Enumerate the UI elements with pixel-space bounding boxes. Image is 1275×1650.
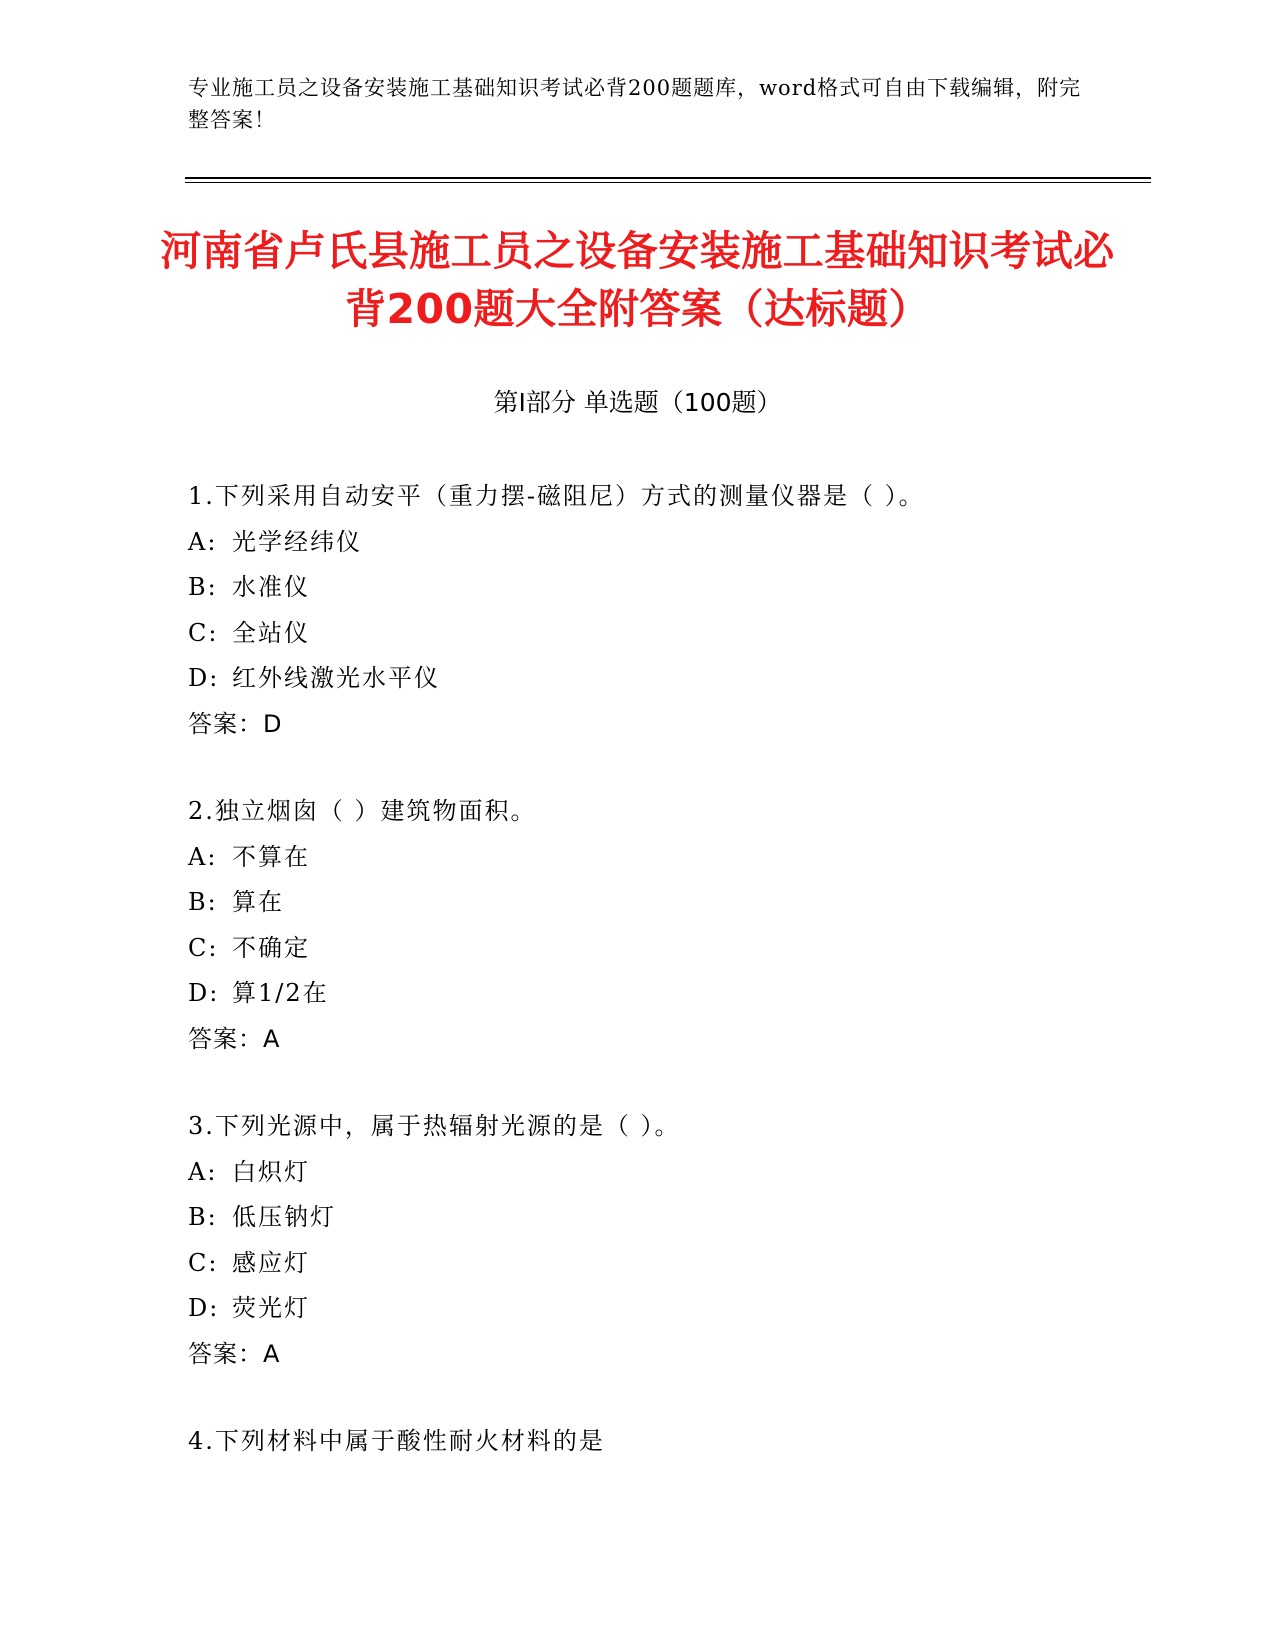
question-2 <box>188 789 1108 1062</box>
option-letter: C: <box>188 618 219 647</box>
question-stem: 2.独立烟囱（ ）建筑物面积。 <box>188 797 537 825</box>
option-text: 低压钠灯 <box>232 1203 336 1231</box>
question-1 <box>188 474 1108 747</box>
question-3 <box>188 1104 1108 1377</box>
option-a <box>188 835 1108 881</box>
option-text: 白炽灯 <box>232 1157 310 1186</box>
option-text: 光学经纬仪 <box>232 527 362 556</box>
option-d <box>188 971 1108 1017</box>
option-d <box>188 656 1108 702</box>
option-c <box>188 1241 1108 1287</box>
option-letter: C: <box>188 933 219 962</box>
header-divider-thick <box>185 177 1151 179</box>
option-letter: D: <box>188 1294 220 1322</box>
option-d <box>188 1286 1108 1332</box>
option-c <box>188 926 1108 972</box>
option-text: 水准仪 <box>232 573 310 601</box>
option-letter: C: <box>188 1248 219 1277</box>
option-text: 算1/2在 <box>232 979 329 1007</box>
option-text: 不确定 <box>232 933 310 962</box>
question-4 <box>188 1419 1108 1465</box>
option-text: 算在 <box>232 888 284 916</box>
header-divider-thin <box>185 182 1151 183</box>
option-letter: B: <box>188 888 218 916</box>
option-letter: A: <box>188 527 218 556</box>
option-letter: A: <box>188 1157 218 1186</box>
option-b <box>188 880 1108 926</box>
answer-line: 答案：A <box>188 1024 281 1053</box>
option-letter: B: <box>188 1203 218 1231</box>
option-a <box>188 520 1108 566</box>
option-letter: A: <box>188 842 218 871</box>
option-text: 不算在 <box>232 842 310 871</box>
answer-line: 答案：D <box>188 709 283 738</box>
answer-line: 答案：A <box>188 1339 281 1368</box>
option-b <box>188 1195 1108 1241</box>
header-note: 专业施工员之设备安装施工基础知识考试必背200题题库，word格式可自由下载编辑，附完整答案！ <box>188 76 1082 132</box>
option-text: 感应灯 <box>232 1248 310 1277</box>
question-stem: 4.下列材料中属于酸性耐火材料的是 <box>188 1427 605 1455</box>
option-text: 红外线激光水平仪 <box>232 664 440 692</box>
option-letter: D: <box>188 979 220 1007</box>
option-a <box>188 1150 1108 1196</box>
option-text: 全站仪 <box>232 618 310 647</box>
question-stem: 3.下列光源中，属于热辐射光源的是（ ）。 <box>188 1112 681 1140</box>
section-heading: 第I部分 单选题（100题） <box>493 388 782 417</box>
option-text: 荧光灯 <box>232 1294 310 1322</box>
document-title: 河南省卢氏县施工员之设备安装施工基础知识考试必背200题大全附答案（达标题） <box>160 227 1115 333</box>
question-list <box>188 474 1108 1507</box>
option-c <box>188 611 1108 657</box>
question-stem: 1.下列采用自动安平（重力摆-磁阻尼）方式的测量仪器是（ ）。 <box>188 482 925 510</box>
option-letter: D: <box>188 664 220 692</box>
option-b <box>188 565 1108 611</box>
option-letter: B: <box>188 573 218 601</box>
